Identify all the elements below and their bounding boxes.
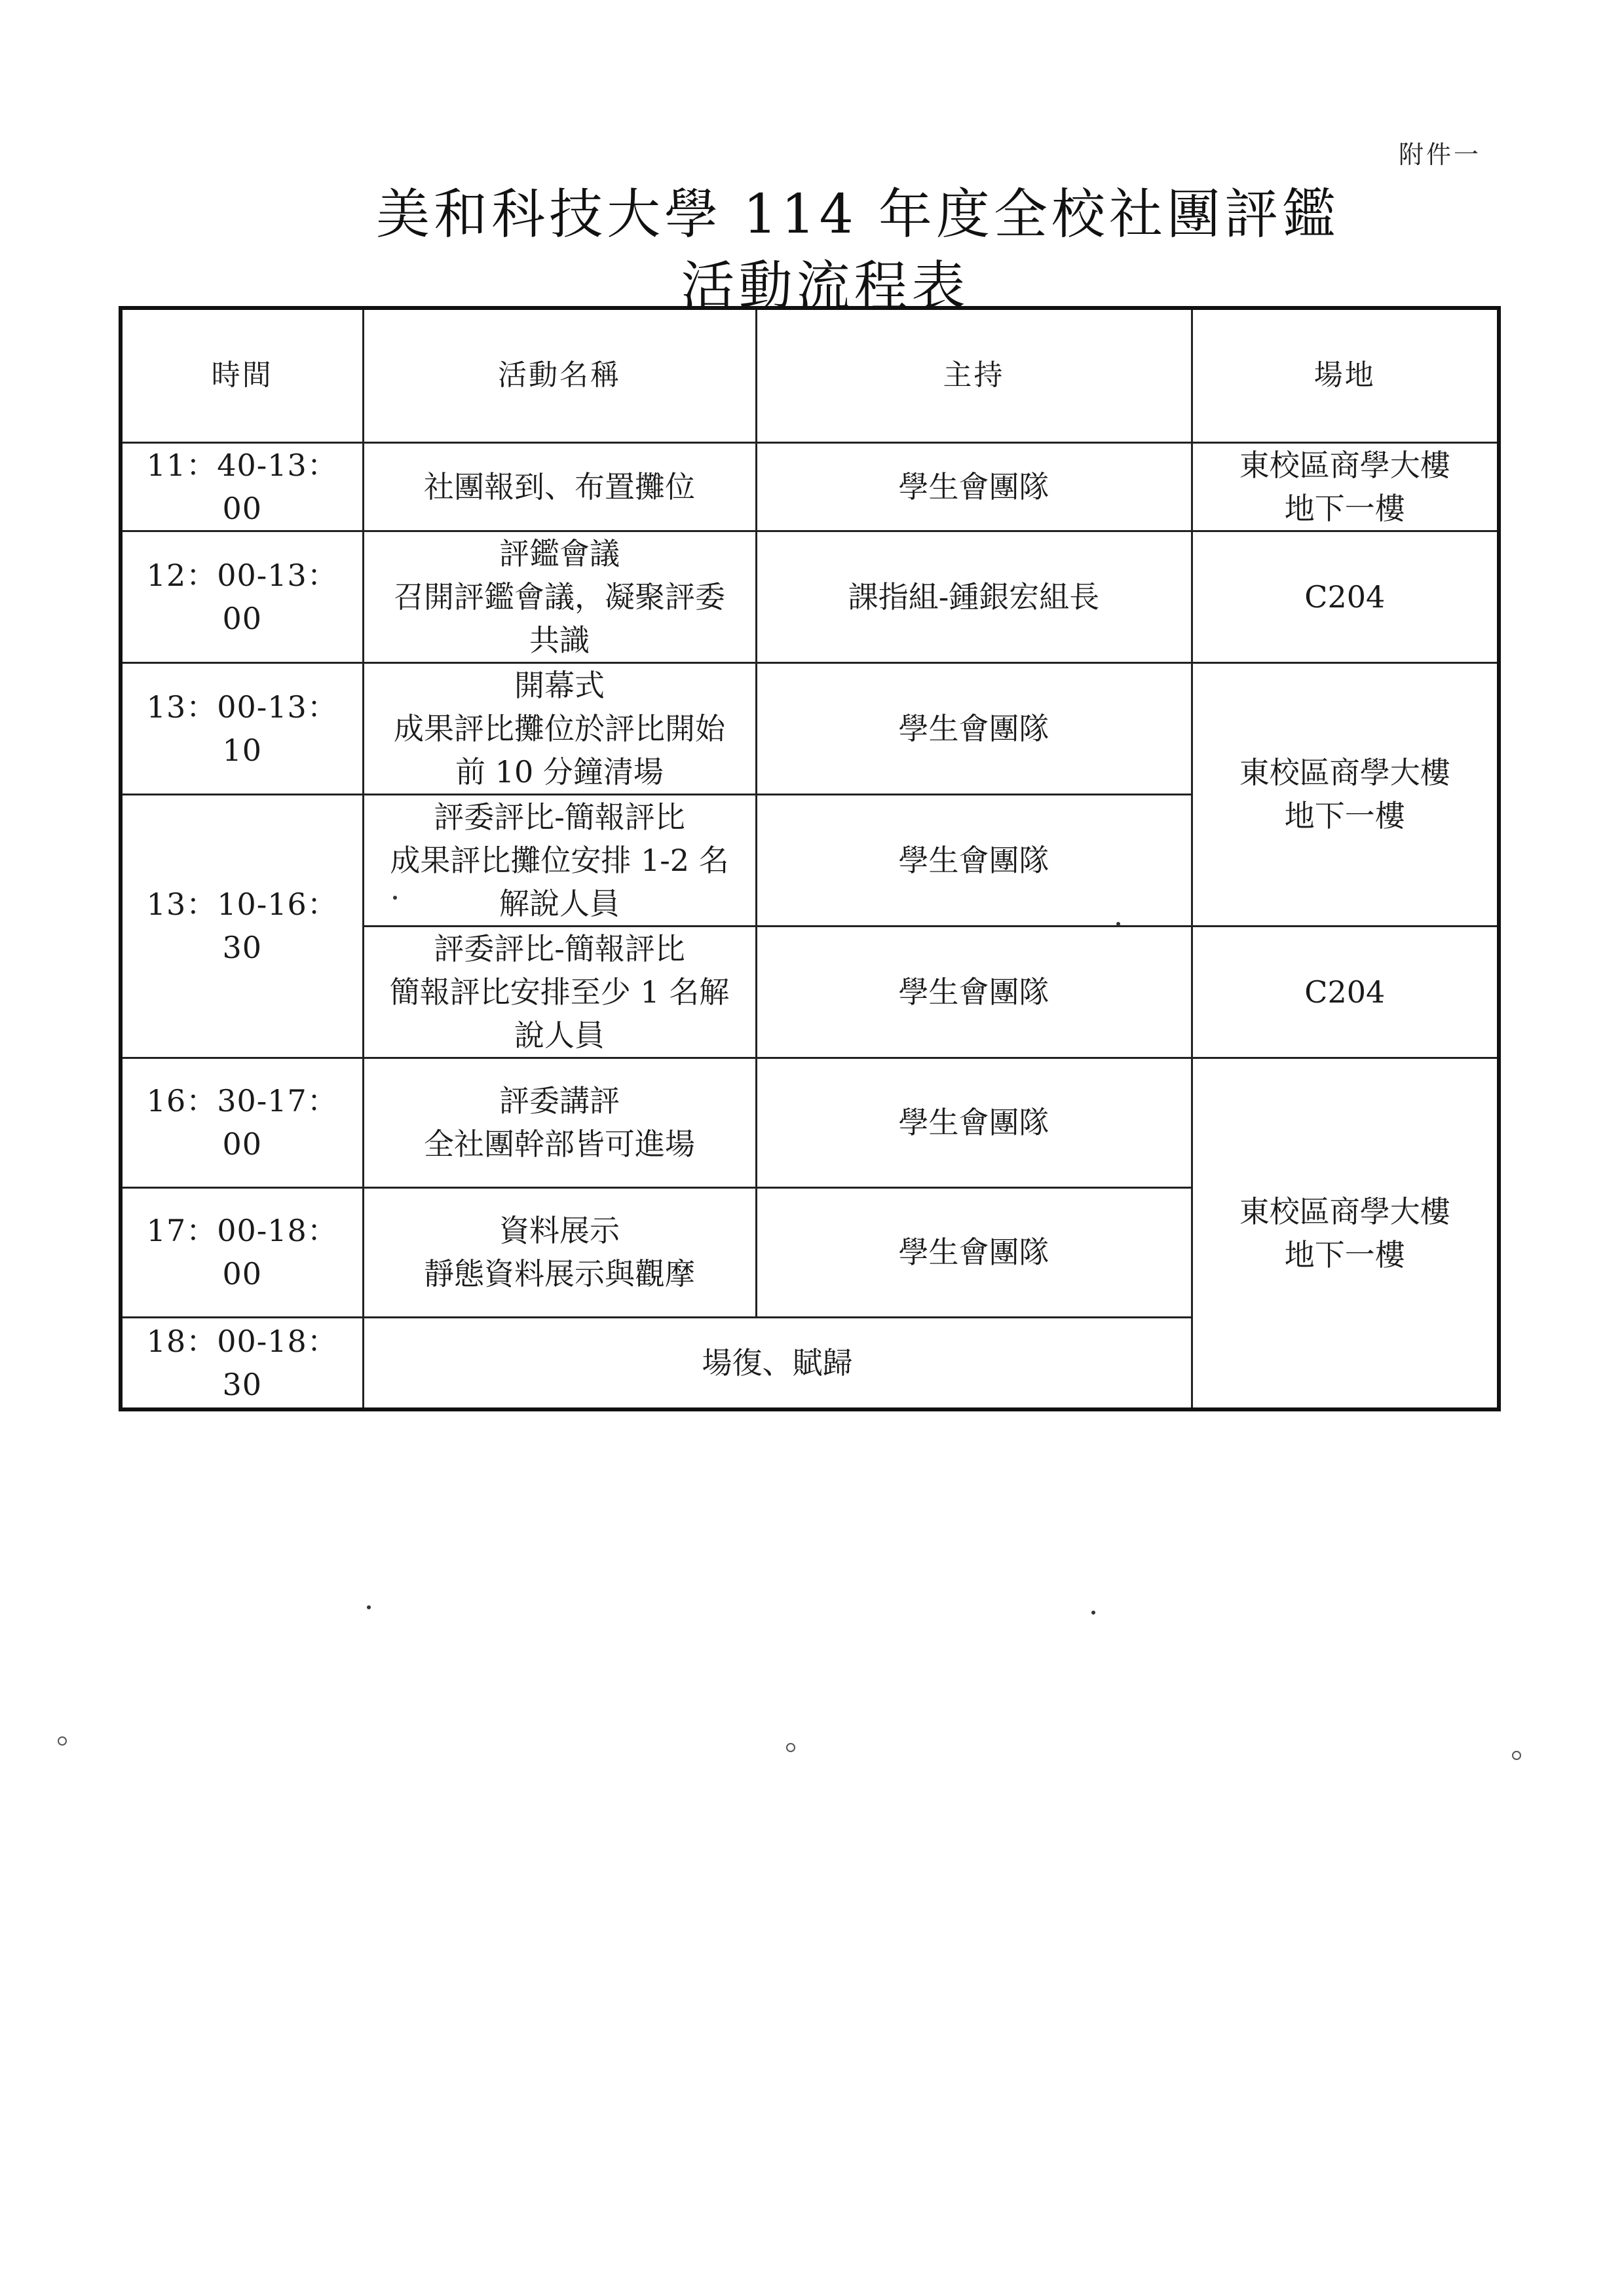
venue-line: 東校區商學大樓: [1239, 755, 1450, 790]
venue-line: 地下一樓: [1284, 490, 1405, 526]
document-subtitle: 活動流程表: [681, 256, 970, 318]
activity-cell: [363, 1187, 756, 1317]
activity-line: 前 10 分鐘清場: [455, 754, 664, 790]
venue-cell: [1192, 1058, 1499, 1409]
activity-line: 解說人員: [499, 885, 620, 921]
activity-line: 評鑑會議: [499, 535, 620, 571]
activity-line: 成果評比攤位安排 1-2 名: [390, 842, 729, 878]
table-row: [121, 531, 1499, 662]
host-cell: 學生會團隊: [756, 662, 1192, 794]
venue-line: 地下一樓: [1284, 798, 1405, 833]
scan-speck: [1116, 922, 1120, 926]
header-time: 時間: [121, 308, 363, 442]
header-host: 主持: [756, 308, 1192, 442]
venue-line: 地下一樓: [1284, 1236, 1405, 1272]
venue-line: 東校區商學大樓: [1239, 447, 1450, 483]
activity-line: 資料展示: [499, 1213, 620, 1248]
activity-cell: [363, 662, 756, 794]
activity-merged-cell: 場復、賦歸: [363, 1317, 1192, 1409]
table-row: [121, 662, 1499, 794]
header-venue: 場地: [1192, 308, 1499, 442]
scan-speck: [58, 1736, 67, 1746]
time-cell: 17：00-18：00: [121, 1187, 363, 1317]
activity-line: 評委評比-簡報評比: [434, 930, 685, 966]
activity-line: 共識: [529, 622, 590, 658]
time-cell: 18：00-18：30: [121, 1317, 363, 1409]
activity-line: 成果評比攤位於評比開始: [394, 710, 725, 746]
time-cell: 11：40-13：00: [121, 442, 363, 531]
table-row: [121, 1058, 1499, 1187]
activity-line: 全社團幹部皆可進場: [424, 1126, 695, 1162]
document-title: 美和科技大學 114 年度全校社團評鑑: [376, 183, 1340, 246]
venue-cell: [1192, 442, 1499, 531]
host-cell: 學生會團隊: [756, 794, 1192, 926]
scan-speck: [367, 1605, 371, 1609]
activity-line: 簡報評比安排至少 1 名解: [389, 974, 730, 1010]
header-activity: 活動名稱: [363, 308, 756, 442]
activity-line: 說人員: [514, 1017, 605, 1053]
activity-line: 社團報到、布置攤位: [424, 469, 695, 505]
venue-cell: [1192, 662, 1499, 926]
host-cell: 學生會團隊: [756, 1187, 1192, 1317]
time-cell: 13：00-13：10: [121, 662, 363, 794]
host-cell: 學生會團隊: [756, 442, 1192, 531]
venue-line: C204: [1304, 579, 1386, 615]
venue-line: C204: [1304, 974, 1386, 1010]
venue-line: 東校區商學大樓: [1239, 1193, 1450, 1229]
scan-speck: [786, 1743, 795, 1752]
time-cell: 12：00-13：00: [121, 531, 363, 662]
host-cell: 學生會團隊: [756, 926, 1192, 1058]
activity-line: 靜態資料展示與觀摩: [424, 1256, 695, 1292]
venue-cell: [1192, 531, 1499, 662]
scan-speck: [1512, 1751, 1521, 1760]
activity-cell: [363, 1058, 756, 1187]
activity-cell: [363, 794, 756, 926]
scan-speck: [1091, 1611, 1095, 1615]
activity-cell: [363, 442, 756, 531]
activity-line: 評委講評: [499, 1083, 620, 1119]
time-cell: 16：30-17：00: [121, 1058, 363, 1187]
table-header-row: [121, 308, 1499, 442]
time-cell: 13：10-16：30: [121, 794, 363, 1058]
venue-cell: [1192, 926, 1499, 1058]
table-row: [121, 442, 1499, 531]
host-cell: 課指組-鍾銀宏組長: [756, 531, 1192, 662]
activity-cell: [363, 926, 756, 1058]
attachment-label: 附件一: [1399, 140, 1482, 169]
activity-line: 開幕式: [514, 667, 605, 703]
schedule-table: [119, 306, 1501, 1411]
scan-speck: [393, 896, 397, 900]
activity-line: 召開評鑑會議，凝聚評委: [394, 579, 725, 615]
activity-line: 評委評比-簡報評比: [434, 799, 685, 835]
host-cell: 學生會團隊: [756, 1058, 1192, 1187]
activity-cell: [363, 531, 756, 662]
